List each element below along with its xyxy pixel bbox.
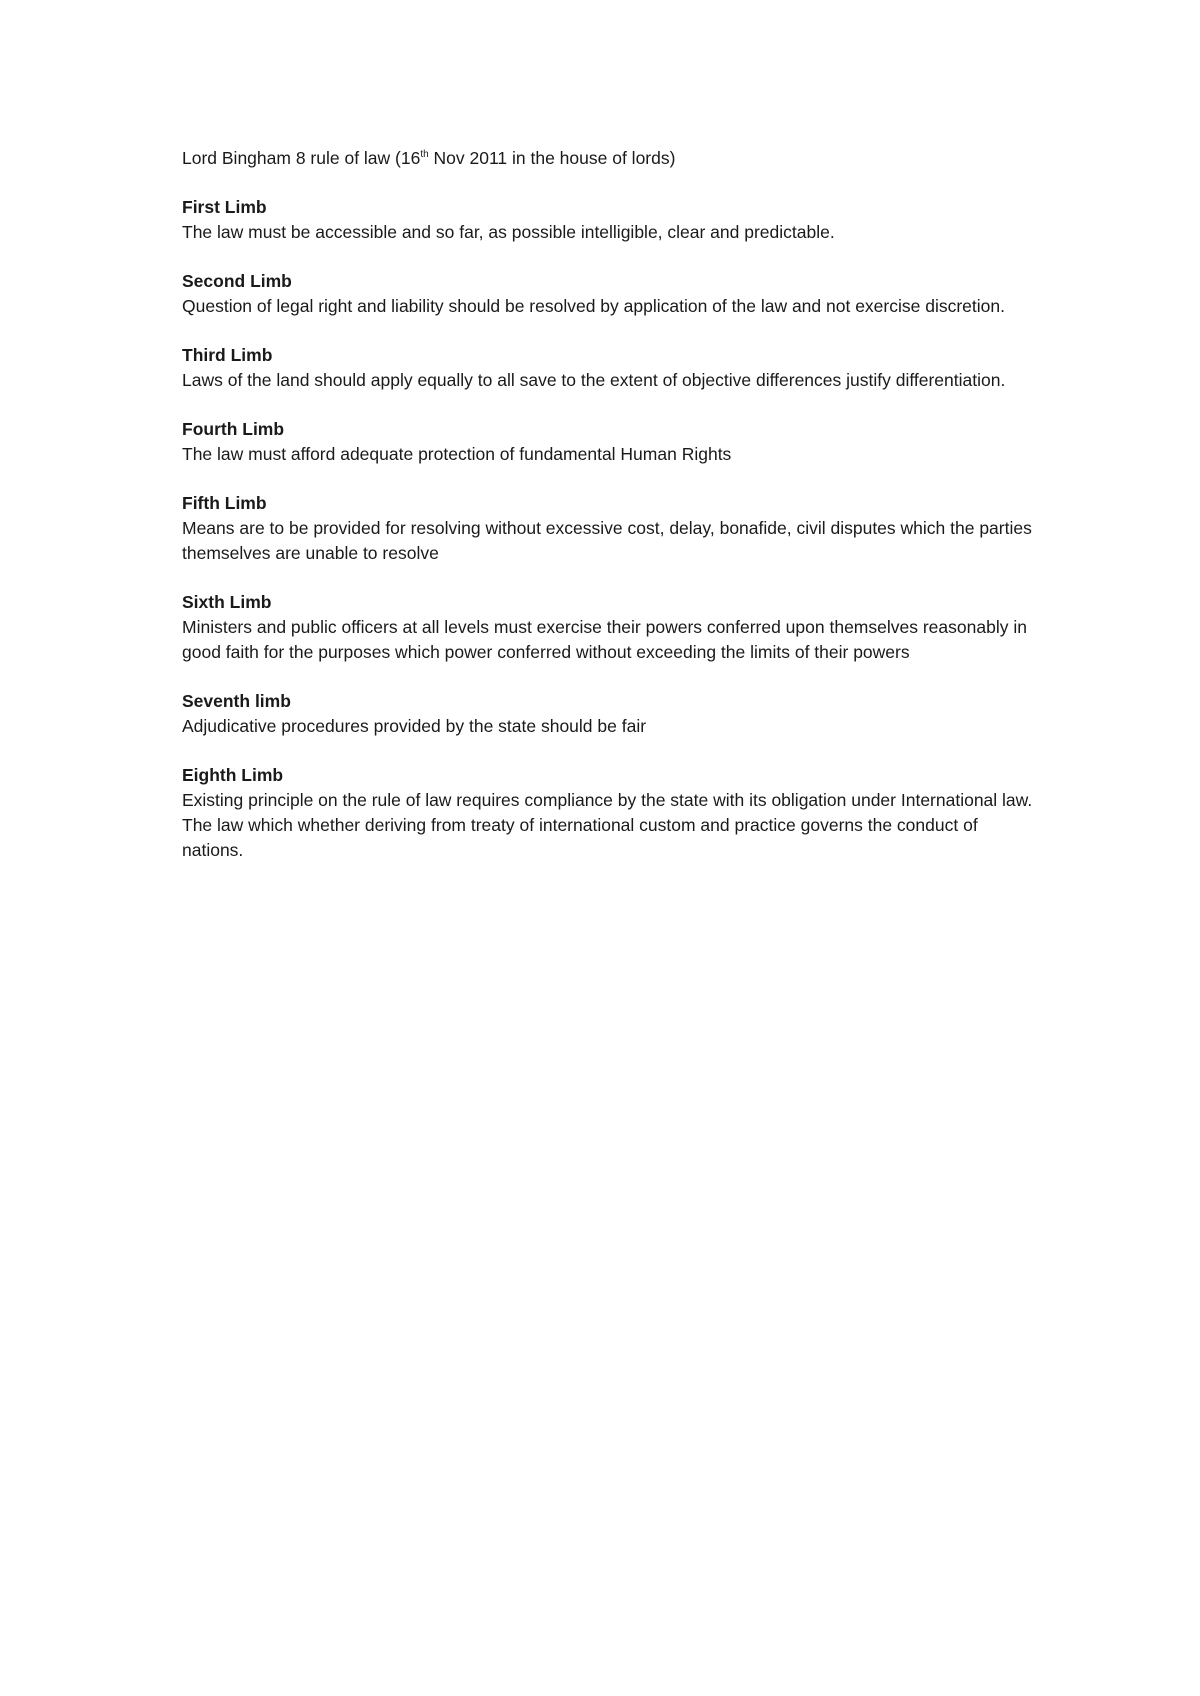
section-second-limb bbox=[182, 269, 1042, 319]
section-heading: Sixth Limb bbox=[182, 592, 272, 612]
section-body: The law must be accessible and so far, as possible intelligible, clear and predictable. bbox=[182, 222, 835, 242]
section-heading: Fifth Limb bbox=[182, 493, 267, 513]
section-eighth-limb bbox=[182, 763, 1042, 863]
section-body: Adjudicative procedures provided by the state should be fair bbox=[182, 716, 647, 736]
section-third-limb bbox=[182, 343, 1042, 393]
section-fourth-limb bbox=[182, 417, 1042, 467]
section-heading: Seventh limb bbox=[182, 691, 291, 711]
section-heading: Third Limb bbox=[182, 345, 273, 365]
title-text-after: Nov 2011 in the house of lords) bbox=[428, 148, 676, 168]
section-body: Ministers and public officers at all levels must exercise their powers conferred upon themselves reasonably in good faith for the purposes which power conferred without exceeding the limits of their powers bbox=[182, 617, 1027, 662]
section-seventh-limb bbox=[182, 689, 1042, 739]
section-heading: Fourth Limb bbox=[182, 419, 285, 439]
title-text-before: Lord Bingham 8 rule of law (16 bbox=[182, 148, 421, 168]
section-heading: Second Limb bbox=[182, 271, 292, 291]
section-body: Question of legal right and liability should be resolved by application of the law and not exercise discretion. bbox=[182, 296, 1005, 316]
section-heading: Eighth Limb bbox=[182, 765, 284, 785]
section-sixth-limb bbox=[182, 590, 1042, 665]
title-superscript: th bbox=[420, 149, 429, 161]
section-body: Existing principle on the rule of law requires compliance by the state with its obligation under International law. The law which whether deriving from treaty of international custom and practice governs the conduct of nations. bbox=[182, 790, 1033, 860]
document-title bbox=[182, 146, 1042, 171]
section-body: Laws of the land should apply equally to all save to the extent of objective differences justify differentiation. bbox=[182, 370, 1006, 390]
section-heading: First Limb bbox=[182, 197, 267, 217]
section-first-limb bbox=[182, 195, 1042, 245]
section-body: Means are to be provided for resolving without excessive cost, delay, bonafide, civil disputes which the parties themselves are unable to resolve bbox=[182, 518, 1032, 563]
section-fifth-limb bbox=[182, 491, 1042, 566]
document-page bbox=[182, 146, 1042, 887]
section-body: The law must afford adequate protection of fundamental Human Rights bbox=[182, 444, 732, 464]
